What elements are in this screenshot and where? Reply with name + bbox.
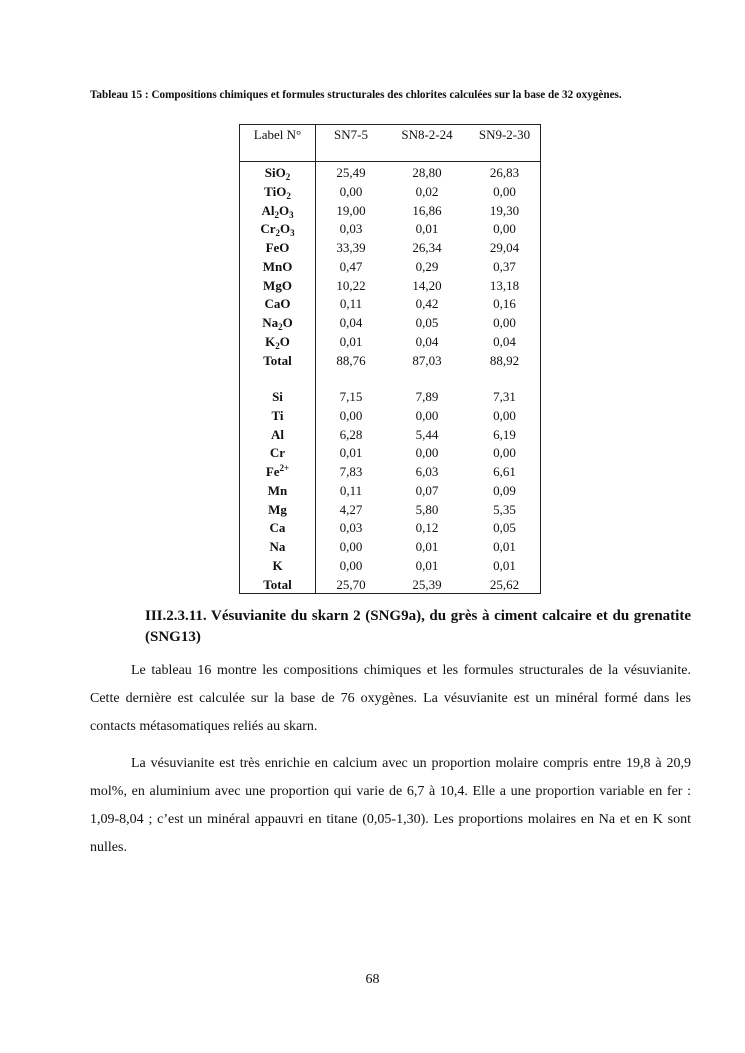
table-row — [240, 426, 540, 445]
row-label-part: TiO — [264, 183, 287, 199]
row-label — [240, 352, 315, 371]
table-row — [240, 576, 540, 595]
row-label-part: Cr — [269, 445, 286, 461]
table-cell: 0,00 — [493, 445, 516, 461]
page-number: 68 — [365, 972, 380, 987]
table-cell: 19,30 — [489, 202, 520, 218]
table-cell: 0,01 — [493, 539, 516, 554]
row-label — [240, 202, 315, 221]
row-label-part: 2 — [275, 228, 281, 239]
row-label-part: Si — [272, 389, 283, 404]
table-cell: 0,16 — [493, 296, 516, 312]
header-sn7-5: SN7-5 — [334, 127, 368, 142]
table-cell: 6,61 — [493, 464, 516, 479]
table-cell: 0,00 — [339, 407, 363, 423]
table-cell: 0,00 — [415, 407, 439, 423]
table-row — [240, 463, 540, 482]
row-label-part: Cr — [260, 221, 276, 237]
table-cell: 0,00 — [493, 315, 516, 330]
row-label — [240, 538, 315, 557]
table-cell: 33,39 — [336, 240, 366, 255]
table-cell: 0,09 — [493, 482, 516, 498]
table-cell: 0,07 — [415, 482, 439, 498]
row-label — [240, 333, 315, 352]
table-cell: 7,31 — [493, 389, 516, 404]
row-label — [240, 220, 315, 239]
table-cell: 25,70 — [336, 576, 366, 592]
table-row — [240, 407, 540, 426]
table-cell: 0,00 — [493, 407, 516, 423]
table-cell: 0,00 — [339, 183, 363, 199]
table-cell: 0,11 — [339, 296, 363, 312]
table-cell: 0,01 — [339, 445, 363, 461]
row-label-part: Na — [269, 539, 286, 554]
row-label-part: FeO — [265, 240, 290, 255]
row-label-part: O — [282, 315, 293, 330]
row-label — [240, 388, 315, 407]
row-label-part: K — [265, 333, 276, 349]
row-label — [240, 183, 315, 202]
table-cell: 7,15 — [339, 389, 363, 404]
table-cell: 28,80 — [412, 165, 442, 180]
row-label-part: MgO — [263, 277, 292, 293]
paragraph: Le tableau 16 montre les compositions chimiques et les formules structurales de la vésuvianite. Cette dernière est calculée sur la base de 76 oxygènes. La vésuvianite est un minéral formé dans les contacts métasomatiques reliés au skarn. — [90, 663, 691, 734]
table-cell: 0,37 — [493, 258, 516, 274]
row-label — [240, 463, 315, 482]
header-sn8-2-24: SN8-2-24 — [401, 127, 453, 142]
table-row — [240, 220, 540, 239]
row-label-part: Total — [263, 576, 292, 592]
table-row — [240, 258, 540, 277]
row-label-part: O — [279, 333, 290, 349]
header-divider — [240, 161, 540, 162]
row-label — [240, 482, 315, 501]
table-row — [240, 333, 540, 352]
table-cell: 19,00 — [336, 202, 366, 218]
table-cell: 5,44 — [415, 426, 439, 442]
table-row — [240, 277, 540, 296]
table-cell: 4,27 — [339, 501, 363, 517]
table-cell: 88,76 — [336, 352, 366, 368]
paragraph: La vésuvianite est très enrichie en calcium avec un proportion molaire compris entre 19,8 à 20,9 mol%, en aluminium avec une proportion qui varie de 6,7 à 10,4. Elle a une proportion variable en fer : 1,09-8,04 ; c’est un minéral appauvri en titane (0,05-1,30). Les proportions molaires en Na et en K sont nulles. — [90, 756, 691, 855]
table-cell: 0,01 — [415, 557, 439, 573]
table-cell: 0,00 — [493, 183, 516, 199]
row-label-part: O — [280, 221, 291, 237]
table-cell: 7,83 — [339, 464, 363, 479]
row-label — [240, 557, 315, 576]
table-cell: 0,05 — [493, 520, 516, 536]
table-cell: 10,22 — [336, 277, 366, 293]
cation-rows — [240, 388, 540, 594]
table-row — [240, 444, 540, 463]
table-row — [240, 482, 540, 501]
row-label — [240, 576, 315, 595]
table-cell: 0,04 — [415, 333, 439, 349]
row-label-part: 2 — [286, 190, 291, 201]
table-cell: 0,00 — [339, 557, 363, 573]
table-cell: 26,34 — [412, 240, 442, 255]
table-cell: 0,04 — [493, 333, 516, 349]
table-cell: 0,04 — [339, 315, 363, 330]
oxide-rows — [240, 164, 540, 370]
row-label — [240, 239, 315, 258]
row-label — [240, 444, 315, 463]
row-label — [240, 501, 315, 520]
table-cell: 13,18 — [489, 277, 520, 293]
table-cell: 0,01 — [493, 557, 516, 573]
table-cell: 0,03 — [339, 520, 363, 536]
table-row — [240, 388, 540, 407]
table-cell: 0,01 — [415, 539, 439, 554]
row-label — [240, 258, 315, 277]
table-cell: 6,19 — [493, 426, 516, 442]
table-caption: Tableau 15 : Compositions chimiques et formules structurales des chlorites calculées sur la base de 32 oxygènes. — [90, 89, 622, 101]
row-label — [240, 164, 315, 183]
row-label — [240, 407, 315, 426]
table-row — [240, 519, 540, 538]
table-cell: 0,12 — [415, 520, 439, 536]
row-label-part: 3 — [289, 209, 294, 220]
table-cell: 25,62 — [489, 576, 520, 592]
row-label-part: Mn — [267, 482, 288, 498]
table-cell: 0,00 — [415, 445, 439, 461]
row-label-part: 2 — [275, 340, 280, 351]
table-cell: 25,49 — [336, 165, 366, 180]
table-cell: 0,03 — [339, 221, 363, 237]
table-cell: 25,39 — [412, 576, 442, 592]
header-sn9-2-30: SN9-2-30 — [478, 127, 531, 142]
table-row — [240, 557, 540, 576]
row-label-part: Al — [261, 202, 275, 218]
row-label-part: 2 — [285, 172, 291, 182]
row-label-part: Al — [271, 426, 284, 442]
row-label-part: MnO — [262, 258, 293, 274]
table-cell: 7,89 — [415, 389, 439, 404]
row-label-part: 2 — [278, 322, 283, 332]
table-cell: 0,11 — [339, 482, 363, 498]
row-label-part: O — [278, 202, 290, 218]
table-cell: 6,03 — [415, 464, 439, 479]
row-label-part: Ti — [271, 407, 284, 423]
table-cell: 5,80 — [415, 501, 439, 517]
table-cell: 0,29 — [415, 258, 439, 274]
section-heading: III.2.3.11. Vésuvianite du skarn 2 (SNG9a), du grès à ciment calcaire et du grenatite (SNG13) — [145, 608, 691, 645]
table-cell: 0,01 — [339, 333, 363, 349]
row-label-part: 2 — [274, 209, 279, 220]
table-row — [240, 538, 540, 557]
row-label — [240, 426, 315, 445]
row-label — [240, 277, 315, 296]
table-cell: 0,42 — [415, 296, 439, 312]
row-label-part: 3 — [290, 228, 295, 239]
table-cell: 29,04 — [489, 240, 520, 255]
table-cell: 16,86 — [412, 202, 442, 218]
table-row — [240, 183, 540, 202]
table-row — [240, 501, 540, 520]
table-cell: 26,83 — [489, 165, 520, 180]
table-row — [240, 295, 540, 314]
row-label-part: Ca — [269, 520, 286, 536]
row-label-part: K — [272, 557, 283, 573]
table-row — [240, 202, 540, 221]
table-cell: 0,02 — [415, 183, 439, 199]
table-row — [240, 164, 540, 183]
table-cell: 5,35 — [493, 501, 516, 517]
row-label — [240, 295, 315, 314]
header-label: Label N° — [253, 127, 302, 142]
row-label — [240, 314, 315, 333]
table-cell: 0,00 — [339, 539, 363, 554]
table-cell: 88,92 — [489, 352, 520, 368]
table-cell: 0,47 — [339, 258, 363, 274]
table-row — [240, 352, 540, 371]
row-label-part: Na — [262, 315, 279, 330]
table-row — [240, 239, 540, 258]
row-label — [240, 519, 315, 538]
table-cell: 0,01 — [415, 221, 439, 237]
table-row — [240, 314, 540, 333]
row-label-part: 2+ — [279, 463, 290, 473]
table-cell: 0,05 — [415, 315, 439, 330]
row-label-part: Total — [263, 352, 292, 368]
table-cell: 14,20 — [412, 277, 442, 293]
chlorite-composition-table — [239, 124, 541, 594]
row-label-part: SiO — [264, 165, 286, 180]
table-cell: 0,00 — [493, 221, 516, 237]
row-label-part: Mg — [268, 501, 287, 517]
table-cell: 87,03 — [412, 352, 442, 368]
row-label-part: Fe — [265, 464, 280, 479]
row-label-part: CaO — [264, 296, 291, 312]
table-cell: 6,28 — [339, 426, 363, 442]
